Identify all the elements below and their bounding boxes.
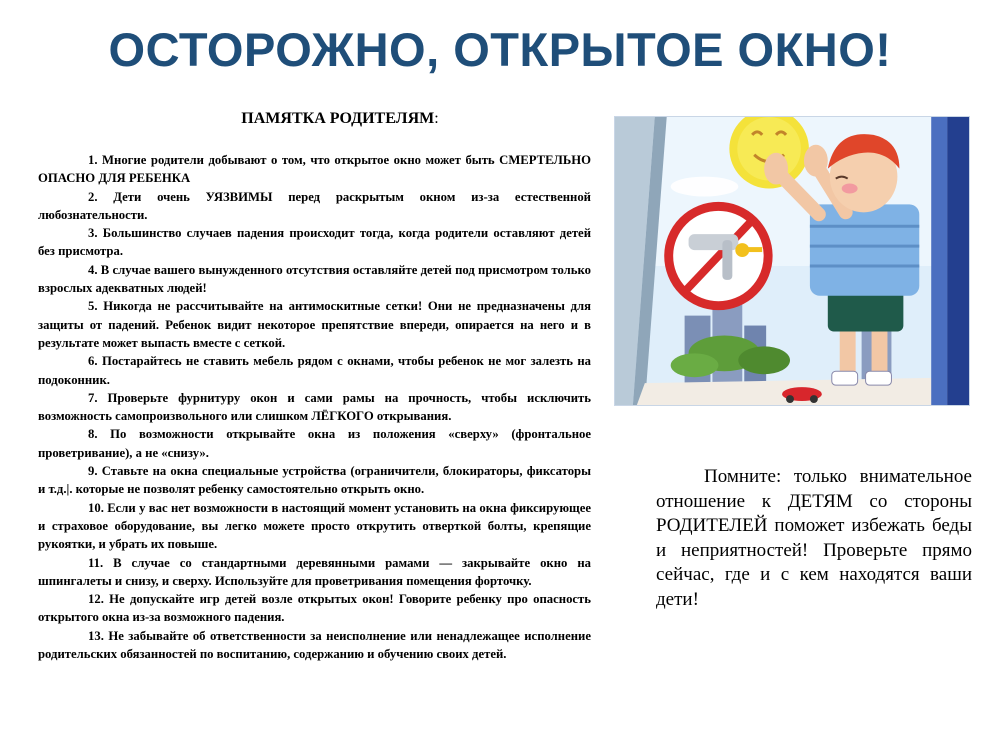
reminder-text: Помните: только внимательное отношение к ДЕТЯМ со стороны РОДИТЕЛЕЙ поможет избежать беды и неприятностей! Проверьте прямо сейчас, где и с кем находятся ваши дети! <box>656 466 972 610</box>
memo-item: 3. Большинство случаев падения происходит тогда, когда родители оставляют детей без присмотра. <box>38 226 591 259</box>
memo-item: 1. Многие родители добывают о том, что открытое окно может быть СМЕРТЕЛЬНО ОПАСНО ДЛЯ РЕБЕНКА <box>38 153 591 186</box>
memo-item: 7. Проверьте фурнитуру окон и сами рамы на прочность, чтобы исключить возможность самопроизвольного или слишком ЛЁГКОГО открывания. <box>38 390 591 424</box>
memo-item: 11. В случае со стандартными деревянными рамами — закрывайте окно на шпингалеты и снизу, и сверху. Используйте для проветривания помещения форточку. <box>38 555 591 588</box>
child-hand <box>804 145 828 177</box>
memo-item: 9. Ставьте на окна специальные устройства (ограничители, блокираторы, фиксаторы и т.д.|. которые не позволят ребенку самостоятельно открыть окно. <box>38 464 591 497</box>
child-at-window-illustration <box>614 116 970 406</box>
memo-heading-colon: : <box>434 110 439 127</box>
page-title: ОСТОРОЖНО, ОТКРЫТОЕ ОКНО! <box>108 23 892 76</box>
memo-item: 4. В случае вашего вынужденного отсутствия оставляйте детей под присмотром только взрослых адекватных людей! <box>38 262 591 296</box>
illustration-svg <box>615 117 969 405</box>
child-hand <box>764 153 788 185</box>
memo-list <box>38 151 591 663</box>
memo-item: 5. Никогда не рассчитывайте на антимоскитные сетки! Они не предназначены для защиты от падений. Ребенок видит некоторое препятствие впереди, опирается на него и в результате может выпасть вместе с сеткой. <box>38 299 591 350</box>
memo-item: 13. Не забывайте об ответственности за неисполнение или ненадлежащее исполнение родительских обязанностей по воспитанию, содержанию и обучению своих детей. <box>38 628 591 662</box>
memo-item: 12. Не допускайте игр детей возле открытых окон! Говорите ребенку про опасность открытого окна из-за возможного падения. <box>38 592 591 625</box>
memo-item: 8. По возможности открывайте окна из положения «сверху» (фронтальное проветривание), а не «снизу». <box>38 427 591 460</box>
memo-item: 10. Если у вас нет возможности в настоящий момент установить на окна фиксирующее и страховое оборудование, вы легко можете просто открутить отверткой болты, крепящие рукоятки, и убрать их повыше. <box>38 500 591 552</box>
memo-item: 2. Дети очень УЯЗВИМЫ перед раскрытым окном из-за естественной любознательности. <box>38 189 591 222</box>
child-shirt <box>810 204 919 295</box>
memo-heading-text: ПАМЯТКА РОДИТЕЛЯМ <box>241 110 435 127</box>
memo-item: 6. Постарайтесь не ставить мебель рядом с окнами, чтобы ребенок не мог залезть на подоконник. <box>38 354 591 387</box>
memo-heading <box>90 110 590 128</box>
key-icon <box>735 243 749 257</box>
